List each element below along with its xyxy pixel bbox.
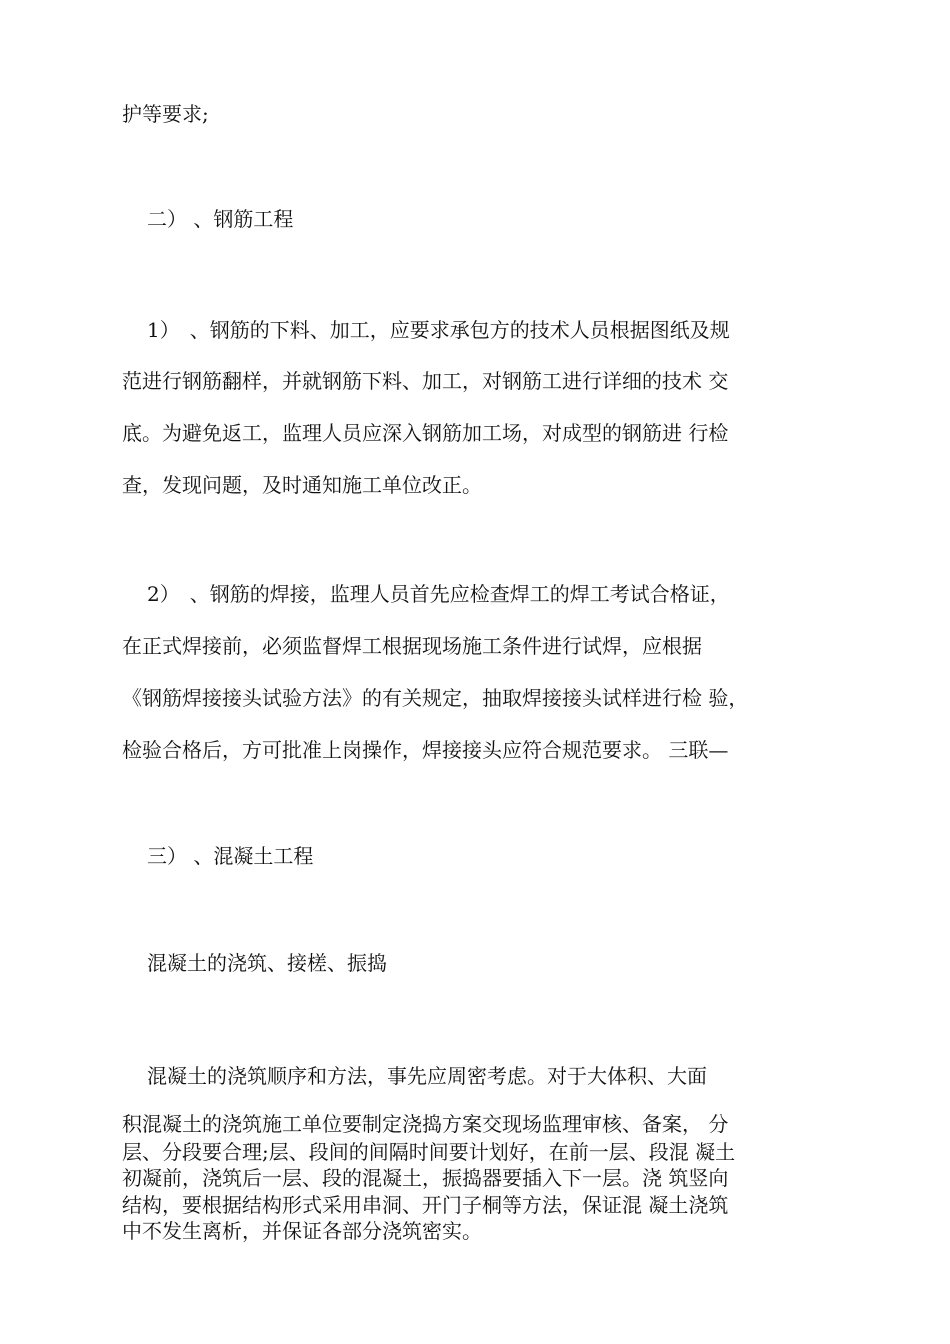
concrete-para1-line4: 初凝前，浇筑后一层、段的混凝土，振捣器要插入下一层。浇 筑竖向 bbox=[122, 1166, 729, 1190]
section-heading-rebar: 二） 、钢筋工程 bbox=[147, 207, 294, 231]
concrete-para1-line6: 中不发生离析，并保证各部分浇筑密实。 bbox=[122, 1219, 482, 1243]
section-heading-concrete: 三） 、混凝土工程 bbox=[147, 844, 314, 868]
rebar-para2-line3: 《钢筋焊接接头试验方法》的有关规定，抽取焊接接头试样进行检 验， bbox=[122, 686, 749, 710]
rebar-para1-line4: 查，发现问题，及时通知施工单位改正。 bbox=[122, 473, 482, 497]
rebar-para1-line1: 1） 、钢筋的下料、加工，应要求承包方的技术人员根据图纸及规 bbox=[147, 318, 730, 342]
concrete-subheading: 混凝土的浇筑、接槎、振捣 bbox=[147, 951, 387, 975]
intro-line-1: 护等要求; bbox=[122, 102, 209, 126]
rebar-para1-line3: 底。为避免返工，监理人员应深入钢筋加工场，对成型的钢筋进 行检 bbox=[122, 421, 729, 445]
concrete-para1-line2: 积混凝土的浇筑施工单位要制定浇捣方案交现场监理审核、备案， 分 bbox=[122, 1112, 729, 1136]
rebar-para1-line2: 范进行钢筋翻样，并就钢筋下料、加工，对钢筋工进行详细的技术 交 bbox=[122, 369, 729, 393]
rebar-para2-line2: 在正式焊接前，必须监督焊工根据现场施工条件进行试焊，应根据 bbox=[122, 634, 702, 658]
concrete-para1-line3: 层、分段要合理;层、段间的间隔时间要计划好，在前一层、段混 凝土 bbox=[122, 1140, 736, 1164]
rebar-para2-line4: 检验合格后，方可批准上岗操作，焊接接头应符合规范要求。 三联— bbox=[122, 738, 729, 762]
concrete-para1-line5: 结构，要根据结构形式采用串洞、开门子桐等方法，保证混 凝土浇筑 bbox=[122, 1193, 729, 1217]
rebar-para2-line1: 2） 、钢筋的焊接，监理人员首先应检查焊工的焊工考试合格证， bbox=[147, 582, 730, 606]
concrete-para1-line1: 混凝土的浇筑顺序和方法，事先应周密考虑。对于大体积、大面 bbox=[147, 1064, 707, 1088]
